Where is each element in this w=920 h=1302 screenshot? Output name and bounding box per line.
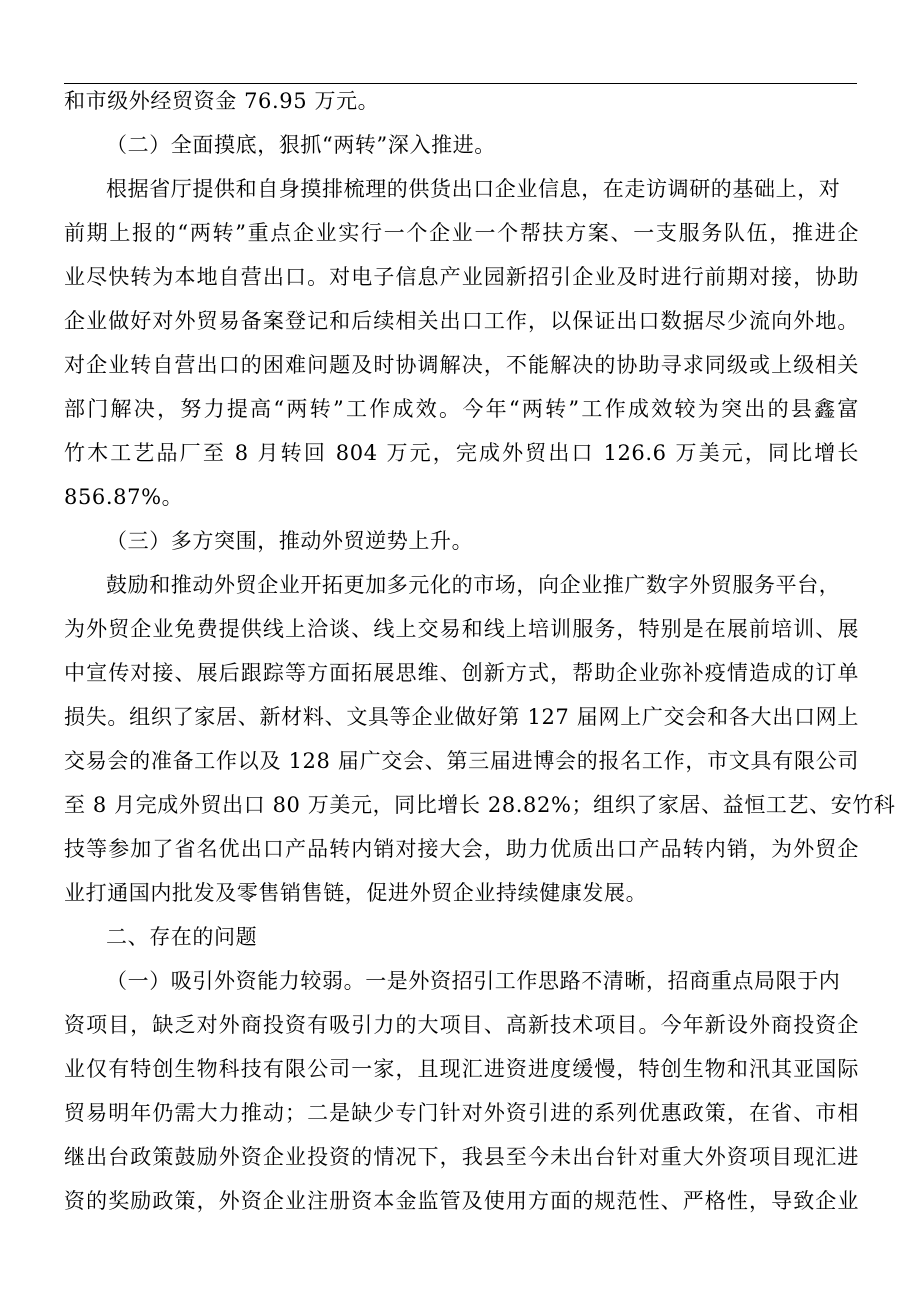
paragraph-line: 前期上报的“两转”重点企业实行一个企业一个帮扶方案、一支服务队伍，推进企 (64, 221, 859, 245)
paragraph-line: 竹木工艺品厂至 8 月转回 804 万元，完成外贸出口 126.6 万美元，同比增长 (64, 441, 859, 465)
paragraph-line: 继出台政策鼓励外资企业投资的情况下，我县至今未出台针对重大外资项目现汇进 (64, 1145, 859, 1169)
paragraph-line: 中宣传对接、展后跟踪等方面拓展思维、创新方式，帮助企业弥补疫情造成的订单 (64, 661, 859, 685)
paragraph-line: 和市级外经贸资金 76.95 万元。 (64, 89, 380, 113)
section-heading: （二）全面摸底，狠抓“两转”深入推进。 (106, 133, 496, 157)
section-heading: （三）多方突围，推动外贸逆势上升。 (106, 529, 474, 553)
document-body (64, 82, 896, 1220)
paragraph-line: 损失。组织了家居、新材料、文具等企业做好第 127 届网上广交会和各大出口网上 (64, 705, 859, 729)
paragraph-line: 部门解决，努力提高“两转”工作成效。今年“两转”工作成效较为突出的县鑫富 (64, 397, 859, 421)
paragraph-line: 为外贸企业免费提供线上洽谈、线上交易和线上培训服务，特别是在展前培训、展 (64, 617, 859, 641)
paragraph-line: 业仅有特创生物科技有限公司一家，且现汇进资进度缓慢，特创生物和汛其亚国际 (64, 1057, 859, 1081)
paragraph-line: 鼓励和推动外贸企业开拓更加多元化的市场，向企业推广数字外贸服务平台， (106, 573, 841, 597)
paragraph-line: 根据省厅提供和自身摸排梳理的供货出口企业信息，在走访调研的基础上，对 (106, 177, 841, 201)
section-heading: 二、存在的问题 (106, 925, 258, 949)
paragraph-line: 业打通国内批发及零售销售链，促进外贸企业持续健康发展。 (64, 881, 648, 905)
paragraph-line: 至 8 月完成外贸出口 80 万美元，同比增长 28.82%；组织了家居、益恒工艺、安竹科 (64, 793, 896, 817)
paragraph-line: 856.87%。 (64, 485, 184, 509)
paragraph-line: 资的奖励政策，外资企业注册资本金监管及使用方面的规范性、严格性，导致企业 (64, 1189, 859, 1213)
paragraph-line: 业尽快转为本地自营出口。对电子信息产业园新招引企业及时进行前期对接，协助 (64, 265, 859, 289)
paragraph-line: 交易会的准备工作以及 128 届广交会、第三届进博会的报名工作，市文具有限公司 (64, 749, 859, 773)
paragraph-line: 资项目，缺乏对外商投资有吸引力的大项目、高新技术项目。今年新设外商投资企 (64, 1013, 859, 1037)
paragraph-line: 贸易明年仍需大力推动；二是缺少专门针对外资引进的系列优惠政策，在省、市相 (64, 1101, 859, 1125)
paragraph-line: 技等参加了省名优出口产品转内销对接大会，助力优质出口产品转内销，为外贸企 (64, 837, 859, 861)
paragraph-line: 对企业转自营出口的困难问题及时协调解决，不能解决的协助寻求同级或上级相关 (64, 353, 859, 377)
paragraph-line: （一）吸引外资能力较弱。一是外资招引工作思路不清晰，招商重点局限于内 (106, 969, 841, 993)
paragraph-line: 企业做好对外贸易备案登记和后续相关出口工作，以保证出口数据尽少流向外地。 (64, 309, 859, 333)
